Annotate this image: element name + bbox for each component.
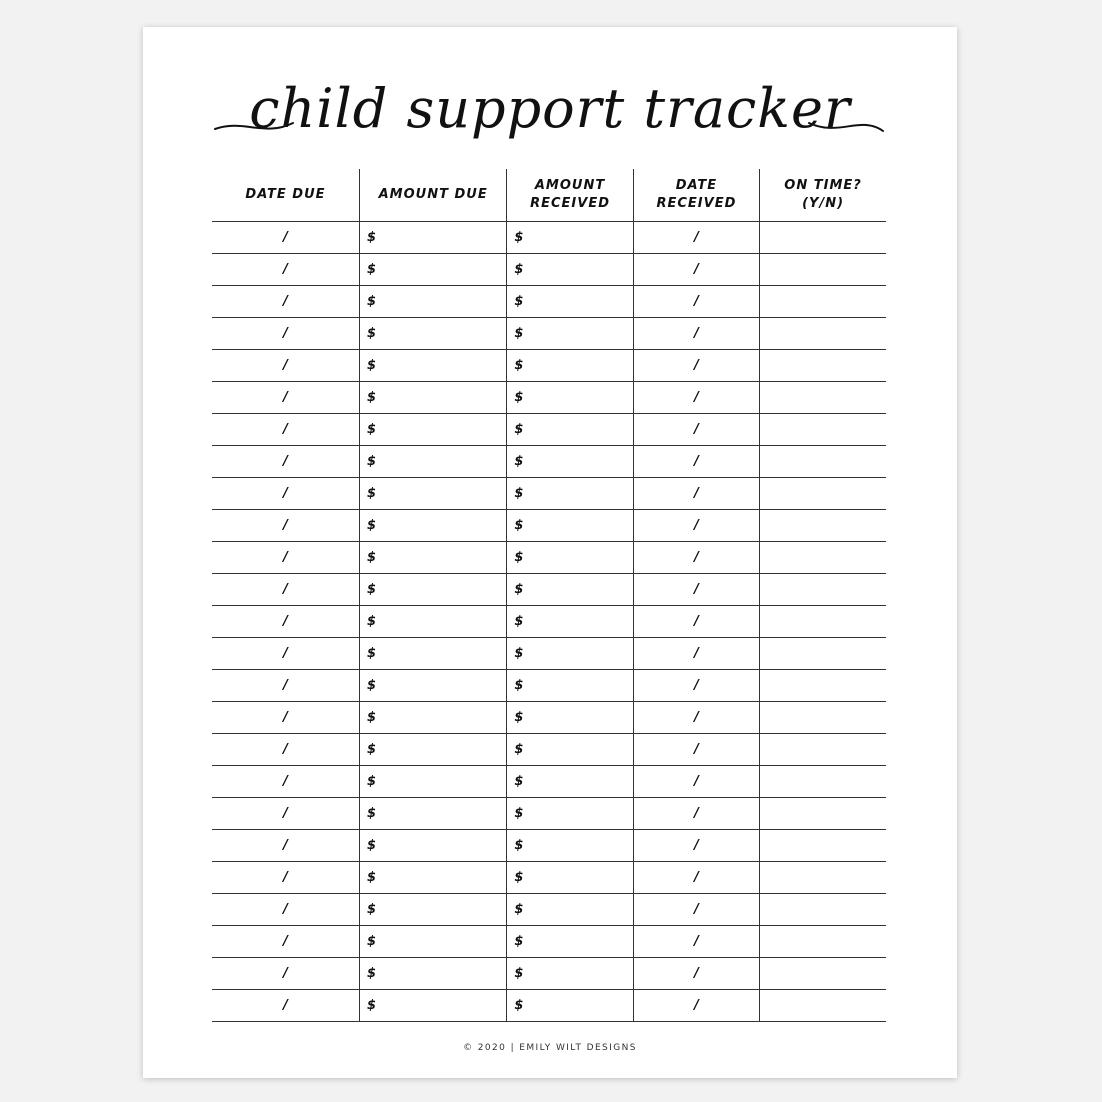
- table-row: [212, 318, 886, 350]
- amount-cell[interactable]: $: [359, 286, 506, 318]
- date-cell[interactable]: /: [633, 702, 759, 734]
- on-time-cell[interactable]: [760, 414, 886, 446]
- amount-cell[interactable]: $: [507, 734, 633, 766]
- table-row: [212, 350, 886, 382]
- on-time-cell[interactable]: [760, 446, 886, 478]
- date-cell[interactable]: /: [212, 446, 359, 478]
- amount-cell[interactable]: $: [359, 702, 506, 734]
- date-cell[interactable]: /: [212, 222, 359, 254]
- date-cell[interactable]: /: [212, 830, 359, 862]
- on-time-cell[interactable]: [760, 478, 886, 510]
- date-cell[interactable]: /: [633, 222, 759, 254]
- date-cell[interactable]: /: [212, 766, 359, 798]
- amount-cell[interactable]: $: [359, 926, 506, 958]
- on-time-cell[interactable]: [760, 350, 886, 382]
- date-cell[interactable]: /: [633, 478, 759, 510]
- date-cell[interactable]: /: [633, 958, 759, 990]
- amount-cell[interactable]: $: [359, 222, 506, 254]
- on-time-cell[interactable]: [760, 798, 886, 830]
- date-cell[interactable]: /: [633, 414, 759, 446]
- table-row: [212, 478, 886, 510]
- amount-cell[interactable]: $: [507, 286, 633, 318]
- table-row: [212, 990, 886, 1022]
- on-time-cell[interactable]: [760, 574, 886, 606]
- date-cell[interactable]: /: [212, 606, 359, 638]
- amount-cell[interactable]: $: [507, 574, 633, 606]
- page-title: child support tracker: [249, 77, 851, 140]
- date-cell[interactable]: /: [633, 926, 759, 958]
- on-time-cell[interactable]: [760, 990, 886, 1022]
- on-time-cell[interactable]: [760, 830, 886, 862]
- on-time-cell[interactable]: [760, 670, 886, 702]
- on-time-cell[interactable]: [760, 254, 886, 286]
- amount-cell[interactable]: $: [359, 542, 506, 574]
- column-header: [760, 169, 886, 222]
- date-cell[interactable]: /: [212, 510, 359, 542]
- date-cell[interactable]: /: [212, 254, 359, 286]
- date-cell[interactable]: /: [212, 734, 359, 766]
- date-cell[interactable]: /: [212, 926, 359, 958]
- date-cell[interactable]: /: [212, 382, 359, 414]
- amount-cell[interactable]: $: [359, 510, 506, 542]
- date-cell[interactable]: /: [212, 286, 359, 318]
- on-time-cell[interactable]: [760, 862, 886, 894]
- date-cell[interactable]: /: [212, 862, 359, 894]
- amount-cell[interactable]: $: [359, 766, 506, 798]
- amount-cell[interactable]: $: [359, 734, 506, 766]
- column-header: [633, 169, 759, 222]
- amount-cell[interactable]: $: [507, 862, 633, 894]
- on-time-cell[interactable]: [760, 766, 886, 798]
- on-time-cell[interactable]: [760, 734, 886, 766]
- on-time-cell[interactable]: [760, 286, 886, 318]
- amount-cell[interactable]: $: [359, 254, 506, 286]
- table-row: [212, 670, 886, 702]
- amount-cell[interactable]: $: [507, 670, 633, 702]
- table-row: [212, 734, 886, 766]
- amount-cell[interactable]: $: [359, 606, 506, 638]
- amount-cell[interactable]: $: [359, 414, 506, 446]
- amount-cell[interactable]: $: [359, 862, 506, 894]
- table-row: [212, 830, 886, 862]
- amount-cell[interactable]: $: [507, 702, 633, 734]
- amount-cell[interactable]: $: [507, 958, 633, 990]
- date-cell[interactable]: /: [633, 606, 759, 638]
- amount-cell[interactable]: $: [507, 830, 633, 862]
- date-cell[interactable]: /: [633, 318, 759, 350]
- amount-cell[interactable]: $: [507, 766, 633, 798]
- amount-cell[interactable]: $: [359, 382, 506, 414]
- date-cell[interactable]: /: [212, 702, 359, 734]
- table-row: [212, 798, 886, 830]
- amount-cell[interactable]: $: [359, 318, 506, 350]
- column-header-line: ON TIME?: [784, 178, 862, 193]
- column-header-line: DATE: [675, 178, 718, 193]
- date-cell[interactable]: /: [633, 638, 759, 670]
- table-row: [212, 510, 886, 542]
- table-row: [212, 414, 886, 446]
- date-cell[interactable]: /: [633, 862, 759, 894]
- amount-cell[interactable]: $: [359, 990, 506, 1022]
- table-row: [212, 638, 886, 670]
- table-row: [212, 542, 886, 574]
- table-row: [212, 702, 886, 734]
- amount-cell[interactable]: $: [507, 478, 633, 510]
- table-row: [212, 222, 886, 254]
- column-header: [359, 169, 506, 222]
- table-body: [212, 222, 886, 1022]
- table-row: [212, 286, 886, 318]
- on-time-cell[interactable]: [760, 318, 886, 350]
- amount-cell[interactable]: $: [359, 830, 506, 862]
- column-header-line: AMOUNT: [534, 178, 606, 193]
- printable-sheet: [143, 27, 957, 1078]
- column-header: [507, 169, 633, 222]
- column-header-line: (Y/N): [802, 196, 845, 211]
- amount-cell[interactable]: $: [507, 318, 633, 350]
- table-row: [212, 862, 886, 894]
- date-cell[interactable]: /: [633, 670, 759, 702]
- table-row: [212, 958, 886, 990]
- title-block: [213, 57, 887, 157]
- amount-cell[interactable]: $: [359, 478, 506, 510]
- date-cell[interactable]: /: [212, 350, 359, 382]
- amount-cell[interactable]: $: [507, 638, 633, 670]
- date-cell[interactable]: /: [212, 414, 359, 446]
- table-row: [212, 766, 886, 798]
- amount-cell[interactable]: $: [507, 990, 633, 1022]
- amount-cell[interactable]: $: [507, 798, 633, 830]
- on-time-cell[interactable]: [760, 606, 886, 638]
- on-time-cell[interactable]: [760, 542, 886, 574]
- amount-cell[interactable]: $: [507, 350, 633, 382]
- on-time-cell[interactable]: [760, 894, 886, 926]
- on-time-cell[interactable]: [760, 702, 886, 734]
- table-row: [212, 254, 886, 286]
- date-cell[interactable]: /: [212, 574, 359, 606]
- date-cell[interactable]: /: [212, 798, 359, 830]
- date-cell[interactable]: /: [633, 798, 759, 830]
- date-cell[interactable]: /: [212, 318, 359, 350]
- date-cell[interactable]: /: [633, 574, 759, 606]
- table-row: [212, 446, 886, 478]
- amount-cell[interactable]: $: [359, 350, 506, 382]
- date-cell[interactable]: /: [633, 734, 759, 766]
- date-cell[interactable]: /: [212, 542, 359, 574]
- column-header-line: RECEIVED: [530, 196, 610, 211]
- amount-cell[interactable]: $: [359, 574, 506, 606]
- amount-cell[interactable]: $: [507, 894, 633, 926]
- date-cell[interactable]: /: [633, 286, 759, 318]
- amount-cell[interactable]: $: [507, 222, 633, 254]
- on-time-cell[interactable]: [760, 222, 886, 254]
- table-row: [212, 926, 886, 958]
- date-cell[interactable]: /: [633, 830, 759, 862]
- date-cell[interactable]: /: [212, 670, 359, 702]
- amount-cell[interactable]: $: [507, 254, 633, 286]
- date-cell[interactable]: /: [212, 990, 359, 1022]
- date-cell[interactable]: /: [633, 510, 759, 542]
- date-cell[interactable]: /: [633, 350, 759, 382]
- table-row: [212, 606, 886, 638]
- tracker-table: [212, 169, 886, 1022]
- date-cell[interactable]: /: [212, 478, 359, 510]
- column-header-line: DATE DUE: [245, 187, 326, 202]
- date-cell[interactable]: /: [633, 382, 759, 414]
- amount-cell[interactable]: $: [359, 638, 506, 670]
- amount-cell[interactable]: $: [507, 446, 633, 478]
- column-header-line: RECEIVED: [656, 196, 737, 211]
- amount-cell[interactable]: $: [359, 798, 506, 830]
- column-header-line: AMOUNT DUE: [378, 187, 488, 202]
- date-cell[interactable]: /: [212, 894, 359, 926]
- table-row: [212, 894, 886, 926]
- column-header: [212, 169, 359, 222]
- on-time-cell[interactable]: [760, 510, 886, 542]
- amount-cell[interactable]: $: [507, 382, 633, 414]
- table-row: [212, 574, 886, 606]
- amount-cell[interactable]: $: [359, 670, 506, 702]
- date-cell[interactable]: /: [633, 766, 759, 798]
- date-cell[interactable]: /: [212, 958, 359, 990]
- date-cell[interactable]: /: [212, 638, 359, 670]
- date-cell[interactable]: /: [633, 254, 759, 286]
- amount-cell[interactable]: $: [507, 926, 633, 958]
- on-time-cell[interactable]: [760, 382, 886, 414]
- amount-cell[interactable]: $: [507, 606, 633, 638]
- amount-cell[interactable]: $: [507, 542, 633, 574]
- copyright-footer: © 2020 | EMILY WILT DESIGNS: [463, 1043, 637, 1053]
- date-cell[interactable]: /: [633, 542, 759, 574]
- date-cell[interactable]: /: [633, 894, 759, 926]
- table-row: [212, 382, 886, 414]
- amount-cell[interactable]: $: [359, 446, 506, 478]
- on-time-cell[interactable]: [760, 926, 886, 958]
- on-time-cell[interactable]: [760, 958, 886, 990]
- date-cell[interactable]: /: [633, 990, 759, 1022]
- table-header-row: [212, 169, 886, 222]
- amount-cell[interactable]: $: [359, 894, 506, 926]
- amount-cell[interactable]: $: [507, 510, 633, 542]
- amount-cell[interactable]: $: [359, 958, 506, 990]
- on-time-cell[interactable]: [760, 638, 886, 670]
- amount-cell[interactable]: $: [507, 414, 633, 446]
- date-cell[interactable]: /: [633, 446, 759, 478]
